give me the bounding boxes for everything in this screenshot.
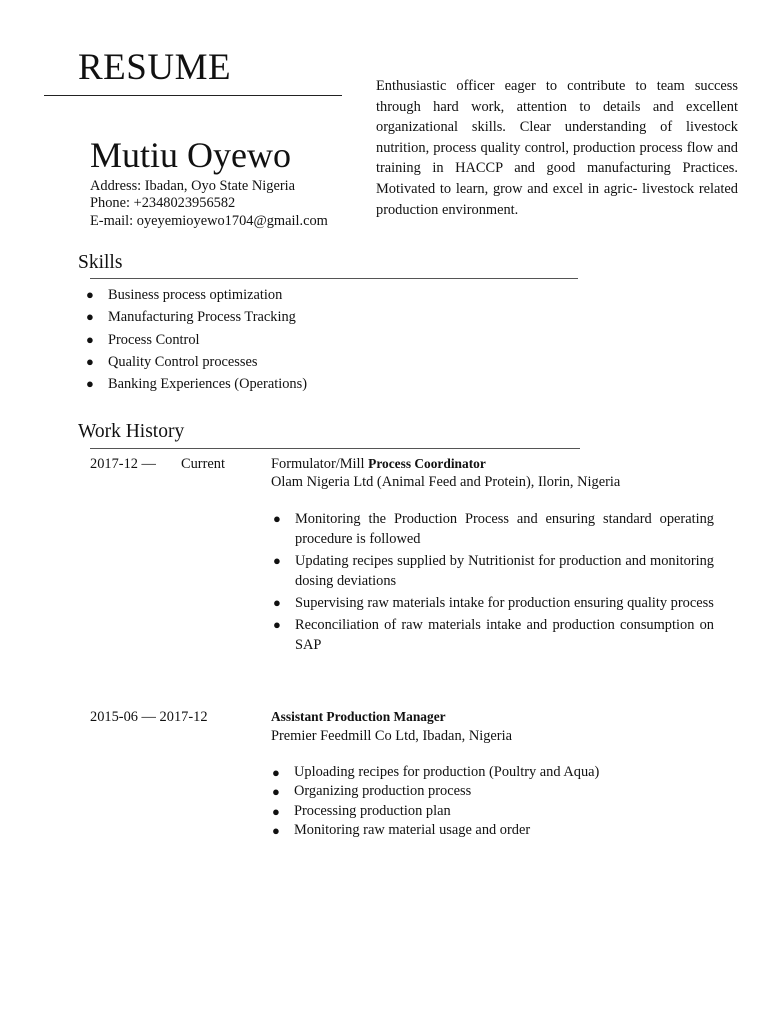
contact-phone: Phone: +2348023956582 (90, 195, 236, 211)
work-history-heading: Work History (78, 421, 185, 442)
skill-label: Process Control (108, 331, 200, 348)
job-title-role: Assistant Production Manager (271, 709, 446, 724)
job-company: Olam Nigeria Ltd (Animal Feed and Protein), Ilorin, Nigeria (271, 474, 621, 490)
skill-item (86, 375, 308, 397)
skill-label: Manufacturing Process Tracking (108, 309, 296, 326)
bullet-dot-icon: ● (86, 331, 94, 347)
duty-item (272, 782, 714, 801)
bullet-dot-icon: ● (86, 287, 94, 302)
professional-summary: Enthusiastic officer eager to contribute to team success through hard work, attention to details and excellent organizational skills. Clear understanding of livestock nutrition, process quality control, production process flow and training in HACCP and good manufacturing Practices. Motivated to learn, grow and excel in agric- livestock related production environment. (376, 78, 738, 218)
title-divider (44, 95, 342, 96)
bullet-dot-icon: ● (86, 309, 94, 325)
job-title (271, 708, 446, 726)
skills-heading: Skills (78, 252, 123, 273)
work-history-divider (90, 448, 580, 449)
job-title (271, 455, 486, 473)
bullet-dot-icon: ● (272, 822, 280, 838)
bullet-dot-icon: ● (273, 553, 281, 568)
skills-list (86, 286, 308, 397)
candidate-name: Mutiu Oyewo (90, 135, 291, 175)
job-start-date: 2017-12 — (90, 456, 156, 472)
job-duties-list (272, 763, 714, 840)
job-title-role: Process Coordinator (368, 456, 486, 471)
bullet-dot-icon: ● (86, 376, 94, 392)
bullet-dot-icon: ● (273, 511, 281, 526)
bullet-dot-icon: ● (272, 803, 280, 819)
duty-item (273, 509, 714, 549)
duty-text: Uploading recipes for production (Poultry and Aqua) (294, 764, 600, 780)
bullet-dot-icon: ● (86, 353, 94, 369)
resume-title: RESUME (78, 47, 232, 88)
contact-email: E-mail: oyeyemioyewo1704@gmail.com (90, 213, 328, 229)
bullet-dot-icon: ● (273, 617, 281, 632)
duty-item (272, 802, 714, 821)
duty-item (272, 821, 714, 840)
contact-address: Address: Ibadan, Oyo State Nigeria (90, 178, 296, 194)
duty-text: Monitoring the Production Process and ensuring standard operating procedure is followed (295, 511, 714, 547)
skill-label: Business process optimization (108, 287, 283, 303)
job-dates: 2015-06 — 2017-12 (90, 709, 208, 725)
skill-label: Banking Experiences (Operations) (108, 376, 308, 393)
duty-item (273, 593, 714, 613)
duty-text: Processing production plan (294, 802, 451, 819)
skills-divider (90, 278, 578, 279)
duty-text: Reconciliation of raw materials intake and production consumption on SAP (295, 617, 714, 653)
duty-text: Updating recipes supplied by Nutritionist for production and monitoring dosing deviations (295, 553, 714, 589)
skill-item (86, 286, 307, 308)
duty-text: Organizing production process (294, 783, 472, 800)
bullet-dot-icon: ● (272, 784, 280, 800)
job-company: Premier Feedmill Co Ltd, Ibadan, Nigeria (271, 728, 512, 744)
bullet-dot-icon: ● (273, 595, 281, 610)
skill-item (86, 331, 307, 353)
duty-item (273, 615, 714, 655)
duty-text: Supervising raw materials intake for production ensuring quality process (295, 595, 714, 611)
skill-label: Quality Control processes (108, 353, 258, 370)
job-title-prefix: Formulator/Mill (271, 456, 369, 472)
duty-item (272, 763, 714, 782)
duty-text: Monitoring raw material usage and order (294, 821, 531, 838)
bullet-dot-icon: ● (272, 765, 280, 780)
duty-item (273, 551, 714, 591)
job-end-date: Current (181, 456, 225, 472)
skill-item (86, 308, 307, 330)
skill-item (86, 353, 307, 375)
job-duties-list (273, 509, 714, 657)
